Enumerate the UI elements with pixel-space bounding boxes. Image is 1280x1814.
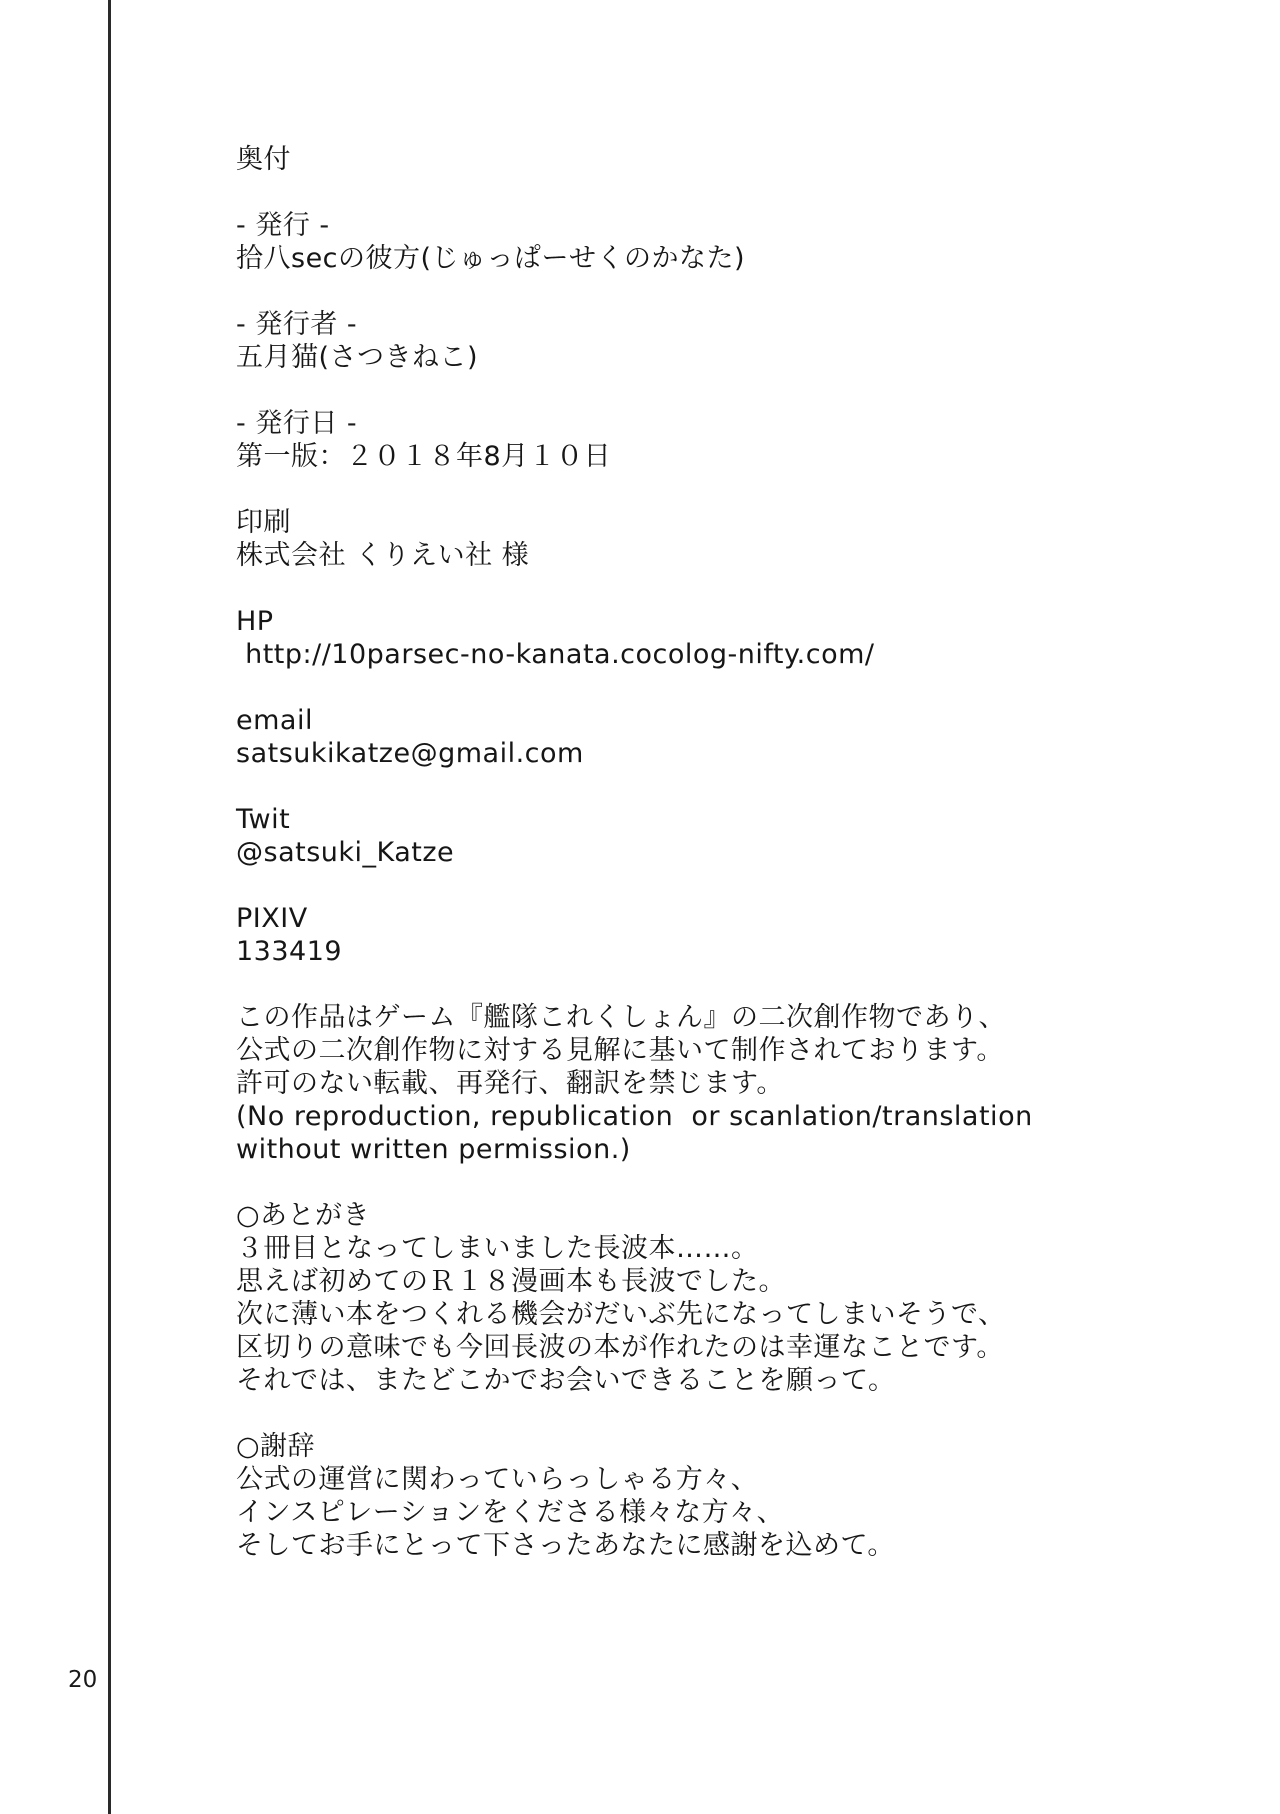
afterword-line: 区切りの意味でも今回長波の本が作れたのは幸運なことです。 [236,1332,1004,1363]
notice-line: 許可のない転載、再発行、翻訳を禁じます。 [236,1068,784,1099]
printing-value: 株式会社 くりえい社 様 [236,540,530,571]
thanks-line: 公式の運営に関わっていらっしゃる方々、 [236,1464,759,1495]
afterword-line: 次に薄い本をつくれる機会がだいぶ先になってしまいそうで、 [236,1299,1006,1330]
afterword-line: ３冊目となってしまいました長波本……。 [236,1233,759,1264]
homepage-url: http://10parsec-no-kanata.cocolog-nifty.com/ [236,639,875,670]
thanks-line: そしてお手にとって下さったあなたに感謝を込めて。 [236,1530,895,1561]
notice-line: (No reproduction, republication or scanlation/translation [236,1101,1033,1132]
colophon-title: 奥付 [236,144,291,175]
afterword-line: それでは、またどこかでお会いできることを願って。 [236,1365,896,1396]
publisher-block [236,209,1236,275]
twitter-handle: @satsuki_Katze [236,837,455,868]
afterword-heading: ○あとがき [236,1200,371,1231]
printing-heading: 印刷 [236,507,291,538]
publisher-person-heading: - 発行者 - [236,309,358,340]
publisher-person-block [236,308,1236,374]
homepage-block [236,605,1236,671]
publisher-person-name: 五月猫(さつきねこ) [236,342,479,373]
email-block [236,704,1236,770]
email-heading: email [236,705,313,736]
pixiv-block [236,902,1236,968]
date-block [236,407,1236,473]
date-value: 第一版：２０１８年8月１０日 [236,441,612,472]
thanks-heading: ○謝辞 [236,1431,316,1462]
printing-block [236,506,1236,572]
pixiv-heading: PIXIV [236,903,308,934]
pixiv-id: 133419 [236,936,343,967]
page-gutter-rule [108,0,111,1814]
twitter-heading: Twit [236,804,291,835]
page-number: 20 [68,1667,98,1693]
thanks-block [236,1430,1236,1562]
notice-line: 公式の二次創作物に対する見解に基いて制作されております。 [236,1035,1004,1066]
afterword-block [236,1199,1236,1397]
publisher-heading: - 発行 - [236,210,330,241]
colophon-content [236,143,1236,1562]
thanks-line: インスピレーションをくださる様々な方々、 [236,1497,785,1528]
date-heading: - 発行日 - [236,408,358,439]
afterword-line: 思えば初めてのＲ１８漫画本も長波でした。 [236,1266,786,1297]
homepage-heading: HP [236,606,274,637]
colophon-title-block [236,143,1236,176]
twitter-block [236,803,1236,869]
copyright-notice [236,1001,1236,1166]
notice-line: without written permission.) [236,1134,631,1165]
email-address: satsukikatze@gmail.com [236,738,584,769]
notice-line: この作品はゲーム『艦隊これくしょん』の二次創作物であり、 [236,1002,1006,1033]
publisher-name: 拾八secの彼方(じゅっぱーせくのかなた) [236,243,746,274]
